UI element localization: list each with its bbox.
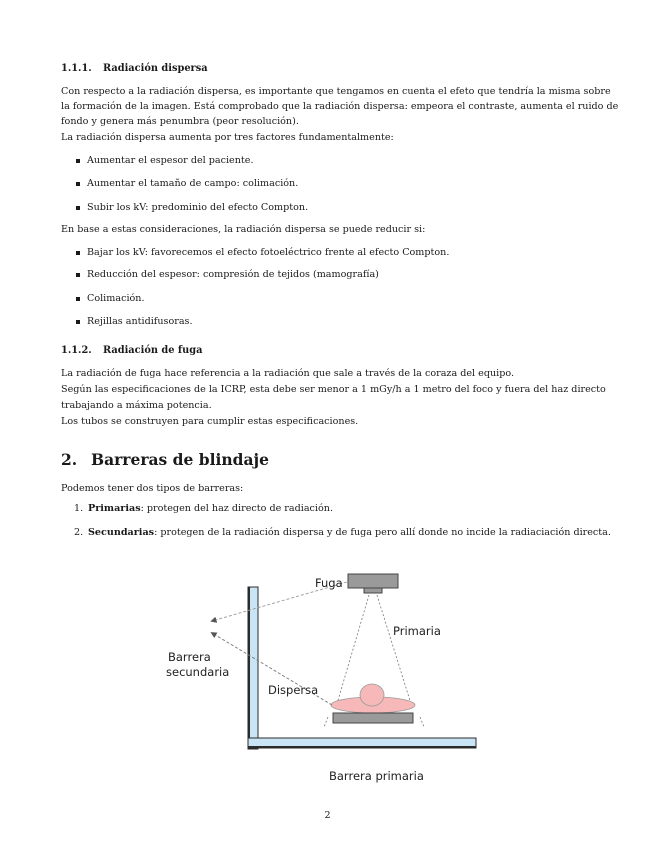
bullet-icon xyxy=(76,159,80,163)
paragraph-line: Podemos tener dos tipos de barreras: xyxy=(61,483,244,494)
ordered-list-item xyxy=(74,503,333,514)
paragraph-line: La radiación de fuga hace referencia a la radiación que sale a través de la coraza del equipo. xyxy=(61,368,515,379)
paragraph-line: Los tubos se construyen para cumplir estas especificaciones. xyxy=(61,416,359,427)
section-number: 2. xyxy=(61,450,78,469)
list-number: 1. xyxy=(74,503,84,514)
paragraph-line: trabajando a máxima potencia. xyxy=(61,400,212,411)
list-item-text: Rejillas antidifusoras. xyxy=(87,316,193,327)
ordered-list-item xyxy=(74,527,611,538)
list-desc: : protegen de la radiación dispersa y de fuga pero allí donde no incide la radiaciación directa. xyxy=(154,527,611,538)
patient-head xyxy=(360,684,384,706)
list-item-text: Colimación. xyxy=(87,293,145,304)
subsection-number: 1.1.2. xyxy=(61,345,92,356)
list-item-text: Reducción del espesor: compresión de tejidos (mamografía) xyxy=(87,269,379,280)
list-number: 2. xyxy=(74,527,84,538)
label-barrera-secundaria: Barrera xyxy=(168,650,211,664)
paragraph-line: la formación de la imagen. Está comprobado que la radiación dispersa: empeora el contraste, aumenta el ruido de xyxy=(61,101,619,112)
list-item-text: Aumentar el espesor del paciente. xyxy=(87,155,254,166)
paragraph-line: La radiación dispersa aumenta por tres factores fundamentalmente: xyxy=(61,132,394,143)
label-barrera-secundaria: secundaria xyxy=(166,665,230,679)
paragraph-line: Según las especificaciones de la ICRP, esta debe ser menor a 1 mGy/h a 1 metro del foco y fuera del haz directo xyxy=(61,384,606,395)
bullet-icon xyxy=(76,273,80,277)
label-dispersa: Dispersa xyxy=(268,683,319,697)
list-item-text: Subir los kV: predominio del efecto Compton. xyxy=(87,202,309,213)
list-item-text: Aumentar el tamaño de campo: colimación. xyxy=(87,178,299,189)
list-item-text: Bajar los kV: favorecemos el efecto fotoeléctrico frente al efecto Compton. xyxy=(87,247,450,258)
bullet-icon xyxy=(76,206,80,210)
paragraph-line: fondo y genera más penumbra (peor resolución). xyxy=(61,116,299,127)
label-primaria: Primaria xyxy=(393,624,441,638)
collimator xyxy=(364,588,382,593)
beam-below-right xyxy=(420,717,424,727)
section-heading-barreras xyxy=(61,450,269,469)
subsection-title: Radiación de fuga xyxy=(103,345,203,356)
patient-table xyxy=(333,713,413,723)
subsection-heading-radiacion-dispersa xyxy=(61,63,208,74)
label-fuga: Fuga xyxy=(315,576,343,590)
shielding-barriers-figure xyxy=(150,555,490,790)
bullet-icon xyxy=(76,320,80,324)
label-barrera-primaria: Barrera primaria xyxy=(329,769,424,783)
paragraph-line: Con respecto a la radiación dispersa, es importante que tengamos en cuenta el efeto que tendría la misma sobre xyxy=(61,86,611,97)
beam-below-left xyxy=(324,717,328,727)
list-desc: : protegen del haz directo de radiación. xyxy=(140,503,333,514)
list-term: Secundarias xyxy=(88,527,155,538)
subsection-number: 1.1.1. xyxy=(61,63,92,74)
subsection-title: Radiación dispersa xyxy=(103,63,208,74)
section-title: Barreras de blindaje xyxy=(91,450,270,469)
subsection-heading-radiacion-de-fuga xyxy=(61,345,202,356)
list-term: Primarias xyxy=(88,503,141,514)
page-number: 2 xyxy=(324,810,331,821)
paragraph-line: En base a estas consideraciones, la radiación dispersa se puede reducir si: xyxy=(61,224,426,235)
bullet-icon xyxy=(76,182,80,186)
bullet-icon xyxy=(76,251,80,255)
bullet-icon xyxy=(76,297,80,301)
xray-tube xyxy=(348,574,398,588)
